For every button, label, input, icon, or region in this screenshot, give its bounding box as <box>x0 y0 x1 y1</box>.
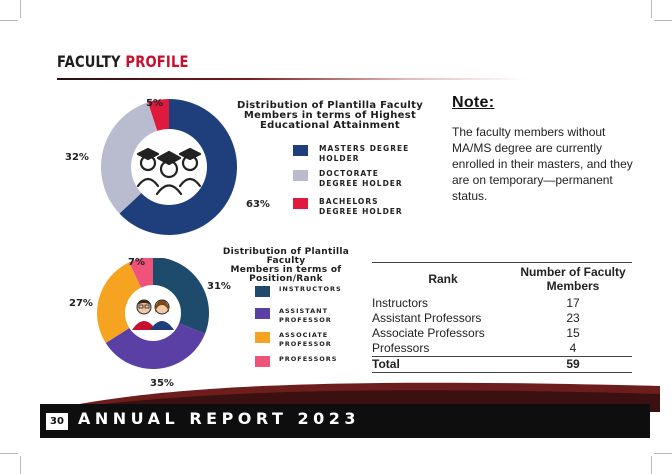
rank-cell: Assistant Professors <box>372 311 482 325</box>
column-header-rank: Rank <box>428 272 458 286</box>
chart2-title-line: Distribution of Plantilla Faculty <box>222 247 350 266</box>
count-cell: 17 <box>566 296 580 310</box>
chart1-title-line: Educational Attainment <box>260 120 400 131</box>
rank-cell: Instructors <box>372 296 429 310</box>
crop-mark <box>651 0 652 18</box>
legend-swatch <box>293 198 308 209</box>
pct-label-assistant: 35% <box>150 378 174 389</box>
legend-swatch <box>293 145 308 156</box>
table-row <box>372 311 632 326</box>
page-title-word-2: PROFILE <box>125 52 189 71</box>
pct-label-doctorate: 32% <box>65 152 89 163</box>
faculty-rank-table <box>372 262 632 373</box>
pct-label-instructors: 31% <box>207 281 231 292</box>
legend-label: ASSISTANT PROFESSOR <box>279 307 332 324</box>
crop-mark <box>654 20 672 21</box>
count-cell: 15 <box>566 326 580 340</box>
table-total-row <box>372 357 632 373</box>
chart2-legend-instructors <box>255 285 369 297</box>
page-number: 30 <box>46 413 68 430</box>
table-row <box>372 341 632 357</box>
count-cell: 4 <box>569 341 577 355</box>
legend-label: INSTRUCTORS <box>279 285 342 293</box>
chart2-title <box>204 248 368 284</box>
table-header-row <box>372 263 632 297</box>
crop-mark <box>0 20 18 21</box>
chart1-title <box>232 101 428 131</box>
crop-mark <box>0 453 18 454</box>
legend-swatch <box>255 356 270 367</box>
chart2-legend-professors <box>255 355 369 367</box>
chart2-legend-assistant <box>255 307 332 325</box>
legend-swatch <box>255 308 270 319</box>
chart1-legend-masters <box>293 144 419 164</box>
total-label: Total <box>372 357 400 371</box>
legend-label: BACHELORS DEGREE HOLDER <box>319 197 403 216</box>
crop-mark <box>20 0 21 18</box>
report-title: ANNUAL REPORT 2023 <box>78 409 361 428</box>
rank-donut-chart <box>84 258 224 378</box>
column-header-count: Number of Faculty Members <box>520 265 626 293</box>
legend-swatch <box>293 170 308 181</box>
chart2-legend-associate <box>255 331 332 349</box>
legend-label: MASTERS DEGREE HOLDER <box>319 144 410 163</box>
rank-cell: Professors <box>372 341 430 355</box>
donut-hole <box>125 285 181 341</box>
page-title-word-1: FACULTY <box>57 52 121 71</box>
pct-label-bachelors: 5% <box>146 98 163 109</box>
rank-cell: Associate Professors <box>372 326 485 340</box>
crop-mark <box>651 456 652 474</box>
count-cell: 23 <box>566 311 580 325</box>
chart1-title-line: Distribution of Plantilla Faculty <box>236 100 424 111</box>
chart2-title-line: Position/Rank <box>249 274 323 284</box>
legend-swatch <box>255 286 270 297</box>
legend-label: PROFESSORS <box>279 355 338 363</box>
note-heading: Note: <box>452 94 495 111</box>
crop-mark <box>20 456 21 474</box>
pct-label-associate: 27% <box>69 298 93 309</box>
legend-label: DOCTORATE DEGREE HOLDER <box>319 169 403 188</box>
pct-label-masters: 63% <box>246 199 270 210</box>
chart1-title-line: Members in terms of Highest <box>243 110 417 121</box>
title-rule <box>57 78 527 80</box>
chart2-title-line: Members in terms of <box>230 265 342 275</box>
crop-mark <box>654 453 672 454</box>
total-value: 59 <box>566 357 580 371</box>
table-row <box>372 326 632 341</box>
table-row <box>372 296 632 311</box>
page-title <box>57 52 189 71</box>
legend-label: ASSOCIATE PROFESSOR <box>279 331 332 348</box>
pct-label-professors: 7% <box>128 257 145 268</box>
chart1-legend-doctorate <box>293 169 419 189</box>
legend-swatch <box>255 332 270 343</box>
chart1-legend-bachelors <box>293 197 419 217</box>
note-body: The faculty members without MA/MS degree are currently enrolled in their masters, and they are on temporary—permanent status. <box>452 125 633 203</box>
